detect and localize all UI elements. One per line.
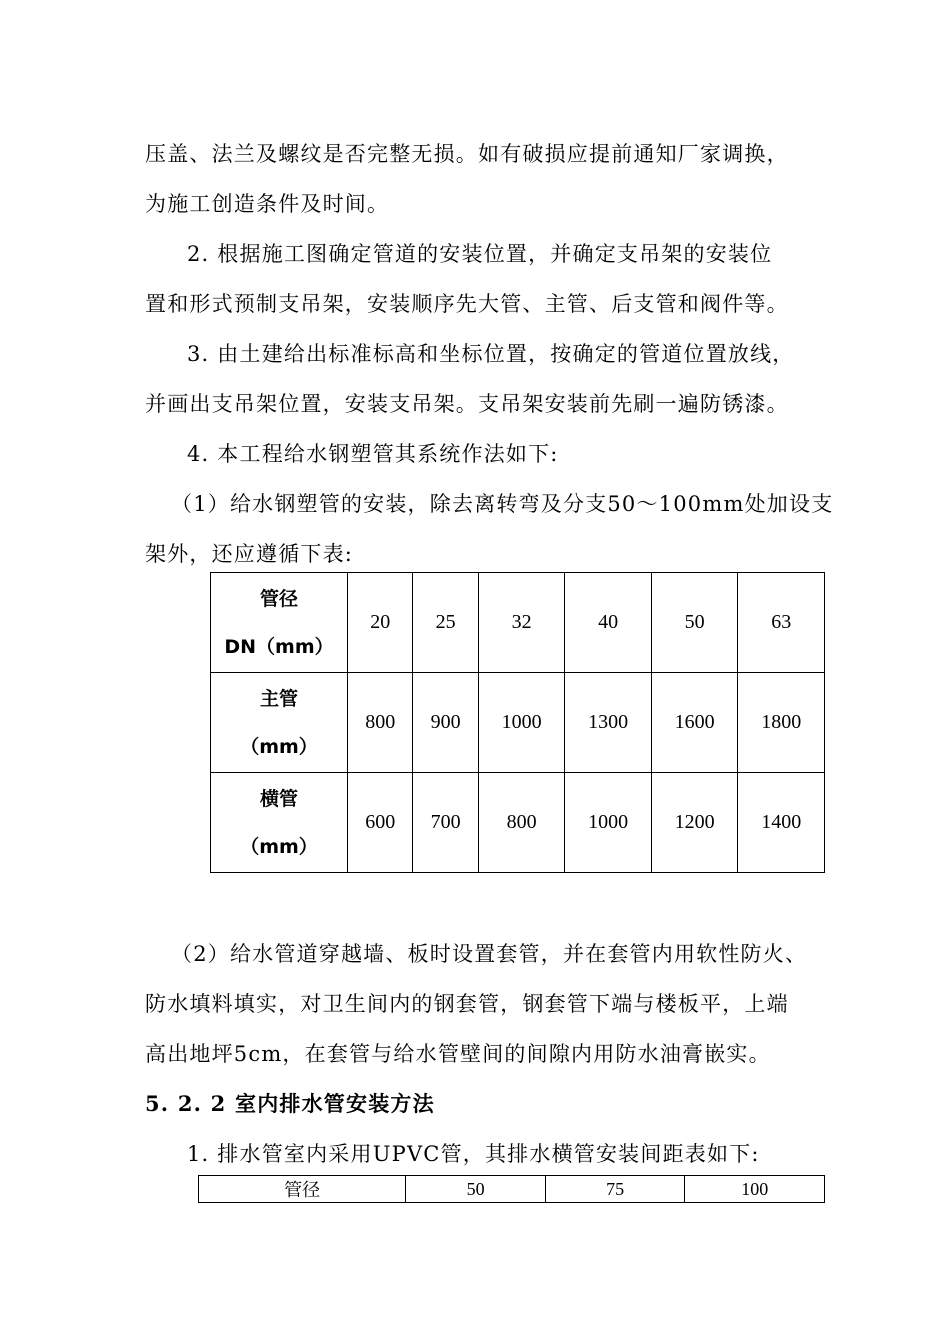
steel-plastic-pipe-support-spacing-table <box>210 572 825 873</box>
table-cell: 1400 <box>738 773 825 873</box>
section-heading: 5. 2. 2 室内排水管安装方法 <box>145 1091 435 1116</box>
table-cell: 900 <box>413 673 478 773</box>
table-row <box>211 773 825 873</box>
table-cell: 1000 <box>478 673 565 773</box>
paragraph-line: 2. 根据施工图确定管道的安装位置，并确定支吊架的安装位 <box>187 242 773 266</box>
table-cell: 800 <box>348 673 413 773</box>
table-cell: 700 <box>413 773 478 873</box>
table-row <box>199 1176 825 1203</box>
row-header-text: 管径 <box>259 587 298 610</box>
table-row <box>211 573 825 673</box>
table-cell: 63 <box>738 573 825 673</box>
paragraph-line: （1）给水钢塑管的安装，除去离转弯及分支50～100mm处加设支 <box>171 492 834 516</box>
row-header-text: DN（mm） <box>224 635 334 658</box>
table-cell: 1800 <box>738 673 825 773</box>
row-header-text: 主管 <box>259 687 298 710</box>
paragraph-line: 3. 由土建给出标准标高和坐标位置，按确定的管道位置放线， <box>187 342 795 366</box>
drain-pipe-spacing-table <box>198 1175 825 1203</box>
row-header-text: 横管 <box>259 787 298 810</box>
paragraph-line: 4. 本工程给水钢塑管其系统作法如下: <box>187 442 559 466</box>
table-cell: 40 <box>565 573 652 673</box>
table-cell: 50 <box>651 573 738 673</box>
row-header-cell <box>211 773 348 873</box>
table-cell: 1200 <box>651 773 738 873</box>
table-cell: 50 <box>406 1176 546 1203</box>
table-cell: 1300 <box>565 673 652 773</box>
table-cell: 1000 <box>565 773 652 873</box>
table-cell: 25 <box>413 573 478 673</box>
paragraph-line: 为施工创造条件及时间。 <box>145 192 390 216</box>
table-cell: 800 <box>478 773 565 873</box>
table-cell: 管径 <box>199 1176 406 1203</box>
row-header-cell <box>211 673 348 773</box>
section-paragraph: 1. 排水管室内采用UPVC管，其排水横管安装间距表如下: <box>187 1142 760 1166</box>
paragraph-line: 架外，还应遵循下表: <box>145 542 354 566</box>
row-header-text: （mm） <box>240 735 318 758</box>
row-header-cell <box>211 573 348 673</box>
paragraph-line: 防水填料填实，对卫生间内的钢套管，钢套管下端与楼板平，上端 <box>145 992 789 1016</box>
table-cell: 32 <box>478 573 565 673</box>
paragraph-line: 高出地坪5cm，在套管与给水管壁间的间隙内用防水油膏嵌实。 <box>145 1042 771 1066</box>
paragraph-line: 压盖、法兰及螺纹是否完整无损。如有破损应提前通知厂家调换， <box>145 142 789 166</box>
row-header-text: （mm） <box>240 835 318 858</box>
paragraph-line: （2）给水管道穿越墙、板时设置套管，并在套管内用软性防火、 <box>171 942 808 966</box>
table-cell: 100 <box>685 1176 825 1203</box>
table-cell: 600 <box>348 773 413 873</box>
table-cell: 20 <box>348 573 413 673</box>
table-cell: 1600 <box>651 673 738 773</box>
table-row <box>211 673 825 773</box>
table-cell: 75 <box>545 1176 685 1203</box>
paragraph-line: 置和形式预制支吊架，安装顺序先大管、主管、后支管和阀件等。 <box>145 292 789 316</box>
paragraph-line: 并画出支吊架位置，安装支吊架。支吊架安装前先刷一遍防锈漆。 <box>145 392 789 416</box>
